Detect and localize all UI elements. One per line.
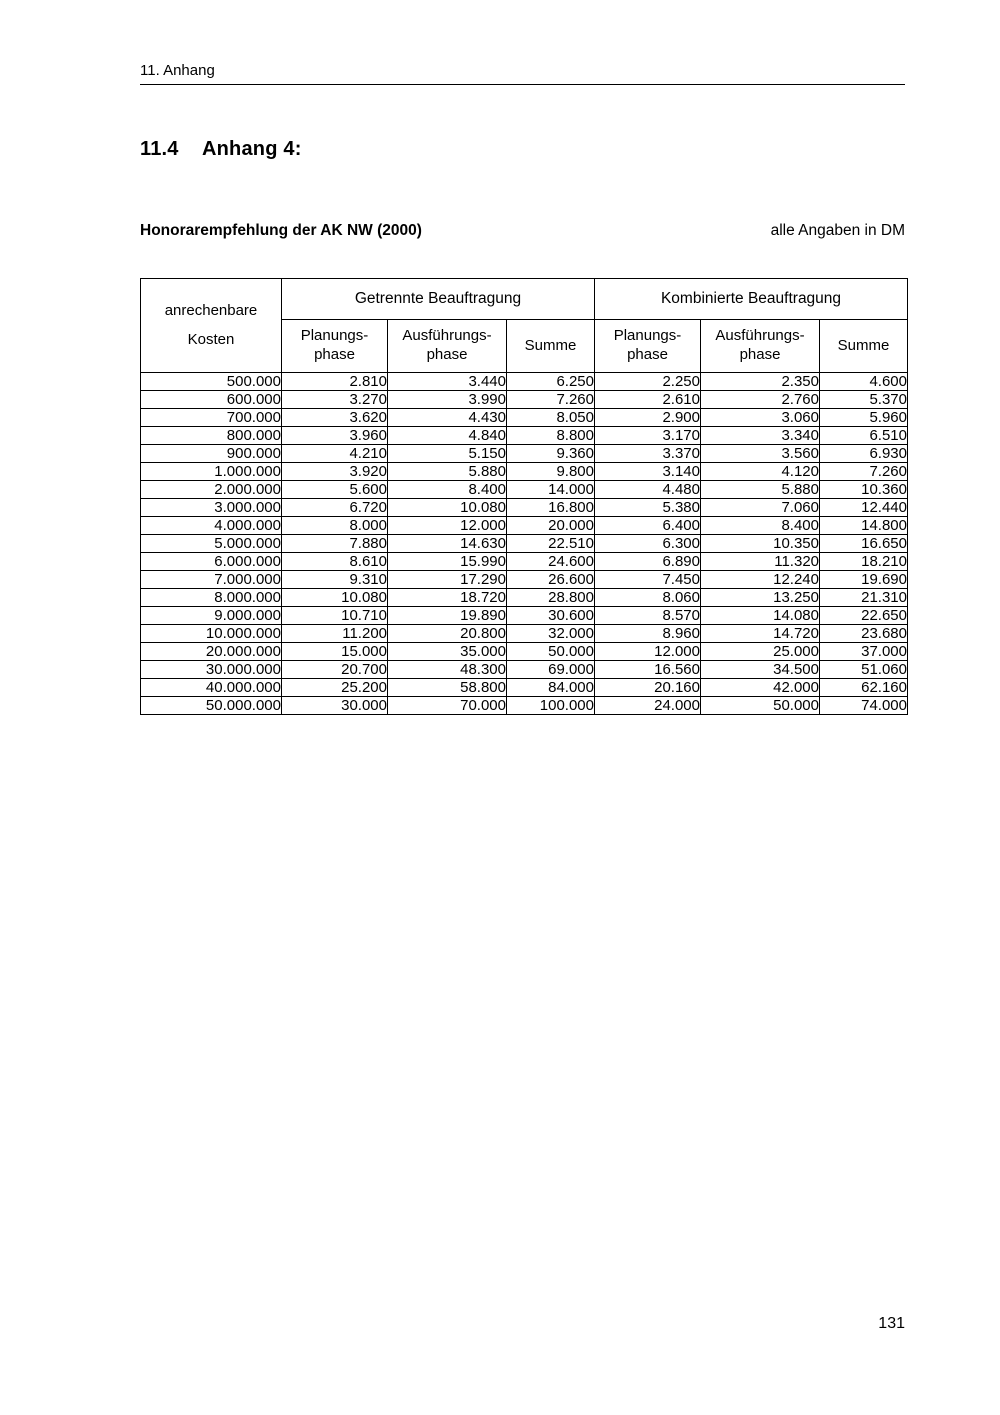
cell-getrennt-summe: 14.000 <box>507 481 595 499</box>
cell-kombiniert-summe: 6.510 <box>820 427 908 445</box>
cell-kombiniert-summe: 14.800 <box>820 517 908 535</box>
cell-kombiniert-planung: 8.960 <box>595 625 701 643</box>
cell-kombiniert-summe: 12.440 <box>820 499 908 517</box>
cell-kombiniert-summe: 37.000 <box>820 643 908 661</box>
cell-getrennt-ausfuehrung: 15.990 <box>388 553 507 571</box>
cell-kombiniert-summe: 4.600 <box>820 373 908 391</box>
cell-kombiniert-planung: 2.250 <box>595 373 701 391</box>
cell-kosten: 1.000.000 <box>141 463 282 481</box>
cell-kosten: 10.000.000 <box>141 625 282 643</box>
cell-getrennt-summe: 22.510 <box>507 535 595 553</box>
cell-kombiniert-summe: 19.690 <box>820 571 908 589</box>
header-kombiniert-summe <box>820 320 908 373</box>
table-row <box>141 625 908 643</box>
header-costs-line2: Kosten <box>187 330 235 348</box>
cell-getrennt-ausfuehrung: 17.290 <box>388 571 507 589</box>
cell-kombiniert-ausfuehrung: 3.340 <box>701 427 820 445</box>
page-number: 131 <box>878 1315 905 1332</box>
units-note: alle Angaben in DM <box>770 222 905 239</box>
cell-getrennt-ausfuehrung: 18.720 <box>388 589 507 607</box>
table-row <box>141 427 908 445</box>
cell-kombiniert-summe: 7.260 <box>820 463 908 481</box>
cell-kombiniert-ausfuehrung: 10.350 <box>701 535 820 553</box>
cell-getrennt-summe: 84.000 <box>507 679 595 697</box>
table-row <box>141 679 908 697</box>
header-text: Summe <box>837 336 890 354</box>
table-body <box>141 373 908 715</box>
cell-getrennt-planung: 9.310 <box>282 571 388 589</box>
cell-getrennt-summe: 32.000 <box>507 625 595 643</box>
page-title <box>140 138 302 161</box>
table-row <box>141 661 908 679</box>
cell-getrennt-summe: 6.250 <box>507 373 595 391</box>
cell-kombiniert-summe: 16.650 <box>820 535 908 553</box>
cell-kosten: 2.000.000 <box>141 481 282 499</box>
cell-getrennt-planung: 7.880 <box>282 535 388 553</box>
cell-getrennt-ausfuehrung: 4.430 <box>388 409 507 427</box>
cell-getrennt-summe: 20.000 <box>507 517 595 535</box>
cell-kosten: 600.000 <box>141 391 282 409</box>
cell-kombiniert-planung: 12.000 <box>595 643 701 661</box>
cell-getrennt-ausfuehrung: 5.150 <box>388 445 507 463</box>
table-row <box>141 535 908 553</box>
cell-getrennt-planung: 4.210 <box>282 445 388 463</box>
cell-getrennt-summe: 26.600 <box>507 571 595 589</box>
cell-kombiniert-ausfuehrung: 13.250 <box>701 589 820 607</box>
subtitle-row <box>140 222 905 240</box>
cell-getrennt-planung: 25.200 <box>282 679 388 697</box>
header-text: Planungs- phase <box>300 327 369 363</box>
cell-getrennt-ausfuehrung: 5.880 <box>388 463 507 481</box>
cell-kosten: 50.000.000 <box>141 697 282 715</box>
cell-getrennt-summe: 7.260 <box>507 391 595 409</box>
cell-getrennt-planung: 3.620 <box>282 409 388 427</box>
cell-kombiniert-summe: 51.060 <box>820 661 908 679</box>
cell-kombiniert-summe: 18.210 <box>820 553 908 571</box>
cell-kombiniert-ausfuehrung: 5.880 <box>701 481 820 499</box>
table-row <box>141 553 908 571</box>
cell-getrennt-planung: 3.920 <box>282 463 388 481</box>
cell-kombiniert-ausfuehrung: 14.080 <box>701 607 820 625</box>
table-header <box>141 279 908 373</box>
header-kombiniert-planungsphase <box>595 320 701 373</box>
table-row <box>141 391 908 409</box>
cell-kosten: 800.000 <box>141 427 282 445</box>
table-caption: Honorarempfehlung der AK NW (2000) <box>140 222 422 239</box>
header-getrennt-ausfuehrungsphase <box>388 320 507 373</box>
cell-getrennt-planung: 8.000 <box>282 517 388 535</box>
cell-getrennt-planung: 11.200 <box>282 625 388 643</box>
section-number: 11.4 <box>140 138 179 160</box>
cell-kombiniert-planung: 6.400 <box>595 517 701 535</box>
cell-kombiniert-planung: 2.610 <box>595 391 701 409</box>
cell-getrennt-ausfuehrung: 4.840 <box>388 427 507 445</box>
table-row <box>141 499 908 517</box>
cell-kosten: 500.000 <box>141 373 282 391</box>
cell-getrennt-summe: 8.800 <box>507 427 595 445</box>
cell-kombiniert-planung: 8.570 <box>595 607 701 625</box>
cell-getrennt-planung: 30.000 <box>282 697 388 715</box>
cell-kosten: 5.000.000 <box>141 535 282 553</box>
cell-kombiniert-ausfuehrung: 4.120 <box>701 463 820 481</box>
table-row <box>141 607 908 625</box>
cell-kombiniert-planung: 8.060 <box>595 589 701 607</box>
header-text: Planungs- phase <box>613 327 682 363</box>
cell-kombiniert-ausfuehrung: 2.760 <box>701 391 820 409</box>
table-row <box>141 589 908 607</box>
cell-kombiniert-planung: 6.300 <box>595 535 701 553</box>
cell-kombiniert-planung: 6.890 <box>595 553 701 571</box>
header-getrennt-planungsphase <box>282 320 388 373</box>
cell-kosten: 3.000.000 <box>141 499 282 517</box>
cell-kombiniert-summe: 5.370 <box>820 391 908 409</box>
cell-getrennt-summe: 50.000 <box>507 643 595 661</box>
cell-getrennt-summe: 100.000 <box>507 697 595 715</box>
cell-kombiniert-summe: 10.360 <box>820 481 908 499</box>
cell-getrennt-ausfuehrung: 48.300 <box>388 661 507 679</box>
cell-getrennt-planung: 3.270 <box>282 391 388 409</box>
cell-kosten: 9.000.000 <box>141 607 282 625</box>
cell-getrennt-ausfuehrung: 10.080 <box>388 499 507 517</box>
cell-kombiniert-summe: 23.680 <box>820 625 908 643</box>
cell-kosten: 20.000.000 <box>141 643 282 661</box>
cell-getrennt-summe: 9.800 <box>507 463 595 481</box>
cell-kombiniert-ausfuehrung: 14.720 <box>701 625 820 643</box>
table-header-row-groups <box>141 279 908 320</box>
cell-kombiniert-planung: 2.900 <box>595 409 701 427</box>
cell-getrennt-summe: 24.600 <box>507 553 595 571</box>
cell-kombiniert-ausfuehrung: 3.560 <box>701 445 820 463</box>
cell-getrennt-summe: 8.050 <box>507 409 595 427</box>
cell-getrennt-ausfuehrung: 12.000 <box>388 517 507 535</box>
cell-kombiniert-planung: 3.170 <box>595 427 701 445</box>
header-kombiniert-ausfuehrungsphase <box>701 320 820 373</box>
header-text: Ausführungs- phase <box>402 327 492 363</box>
cell-getrennt-planung: 8.610 <box>282 553 388 571</box>
cell-getrennt-planung: 20.700 <box>282 661 388 679</box>
cell-kombiniert-planung: 20.160 <box>595 679 701 697</box>
cell-getrennt-ausfuehrung: 35.000 <box>388 643 507 661</box>
header-group-kombiniert: Kombinierte Beauftragung <box>595 279 908 320</box>
cell-kombiniert-planung: 5.380 <box>595 499 701 517</box>
table-row <box>141 571 908 589</box>
cell-kombiniert-ausfuehrung: 2.350 <box>701 373 820 391</box>
header-text: Summe <box>524 336 577 354</box>
cell-kombiniert-ausfuehrung: 11.320 <box>701 553 820 571</box>
cell-getrennt-planung: 3.960 <box>282 427 388 445</box>
cell-kombiniert-summe: 62.160 <box>820 679 908 697</box>
cell-getrennt-planung: 10.710 <box>282 607 388 625</box>
cell-kombiniert-planung: 16.560 <box>595 661 701 679</box>
cell-kombiniert-planung: 4.480 <box>595 481 701 499</box>
cell-getrennt-planung: 5.600 <box>282 481 388 499</box>
cell-kombiniert-ausfuehrung: 8.400 <box>701 517 820 535</box>
table-row <box>141 481 908 499</box>
cell-getrennt-planung: 6.720 <box>282 499 388 517</box>
cell-kombiniert-ausfuehrung: 25.000 <box>701 643 820 661</box>
cell-getrennt-summe: 9.360 <box>507 445 595 463</box>
cell-getrennt-ausfuehrung: 70.000 <box>388 697 507 715</box>
cell-kosten: 900.000 <box>141 445 282 463</box>
cell-getrennt-ausfuehrung: 19.890 <box>388 607 507 625</box>
cell-getrennt-ausfuehrung: 3.440 <box>388 373 507 391</box>
table-row <box>141 373 908 391</box>
cell-getrennt-planung: 10.080 <box>282 589 388 607</box>
cell-kombiniert-summe: 21.310 <box>820 589 908 607</box>
cell-kombiniert-ausfuehrung: 34.500 <box>701 661 820 679</box>
cell-getrennt-ausfuehrung: 3.990 <box>388 391 507 409</box>
header-text: Ausführungs- phase <box>715 327 805 363</box>
table-row <box>141 409 908 427</box>
table-row <box>141 643 908 661</box>
cell-getrennt-summe: 16.800 <box>507 499 595 517</box>
cell-getrennt-summe: 69.000 <box>507 661 595 679</box>
table-row <box>141 697 908 715</box>
section-heading-text: Anhang 4: <box>202 138 302 160</box>
cell-kombiniert-planung: 3.140 <box>595 463 701 481</box>
table-row <box>141 445 908 463</box>
cell-kombiniert-summe: 22.650 <box>820 607 908 625</box>
header-costs-line1: anrechenbare <box>164 302 258 319</box>
cell-kombiniert-planung: 3.370 <box>595 445 701 463</box>
cell-kombiniert-ausfuehrung: 50.000 <box>701 697 820 715</box>
table-row <box>141 463 908 481</box>
cell-kombiniert-ausfuehrung: 3.060 <box>701 409 820 427</box>
fee-table <box>140 278 908 715</box>
table-row <box>141 517 908 535</box>
cell-kosten: 40.000.000 <box>141 679 282 697</box>
cell-kombiniert-ausfuehrung: 12.240 <box>701 571 820 589</box>
header-getrennt-summe <box>507 320 595 373</box>
cell-kosten: 7.000.000 <box>141 571 282 589</box>
cell-kombiniert-ausfuehrung: 7.060 <box>701 499 820 517</box>
cell-kombiniert-summe: 6.930 <box>820 445 908 463</box>
cell-kombiniert-summe: 74.000 <box>820 697 908 715</box>
cell-getrennt-summe: 28.800 <box>507 589 595 607</box>
cell-getrennt-ausfuehrung: 58.800 <box>388 679 507 697</box>
cell-kosten: 8.000.000 <box>141 589 282 607</box>
running-head: 11. Anhang <box>140 62 905 85</box>
header-cell-costs <box>141 279 282 373</box>
cell-kosten: 30.000.000 <box>141 661 282 679</box>
cell-kosten: 700.000 <box>141 409 282 427</box>
cell-getrennt-planung: 2.810 <box>282 373 388 391</box>
cell-kosten: 4.000.000 <box>141 517 282 535</box>
cell-getrennt-ausfuehrung: 14.630 <box>388 535 507 553</box>
cell-getrennt-ausfuehrung: 8.400 <box>388 481 507 499</box>
cell-kombiniert-ausfuehrung: 42.000 <box>701 679 820 697</box>
cell-kombiniert-planung: 24.000 <box>595 697 701 715</box>
cell-getrennt-ausfuehrung: 20.800 <box>388 625 507 643</box>
cell-kombiniert-planung: 7.450 <box>595 571 701 589</box>
header-group-getrennt: Getrennte Beauftragung <box>282 279 595 320</box>
cell-kosten: 6.000.000 <box>141 553 282 571</box>
cell-getrennt-summe: 30.600 <box>507 607 595 625</box>
cell-getrennt-planung: 15.000 <box>282 643 388 661</box>
cell-kombiniert-summe: 5.960 <box>820 409 908 427</box>
